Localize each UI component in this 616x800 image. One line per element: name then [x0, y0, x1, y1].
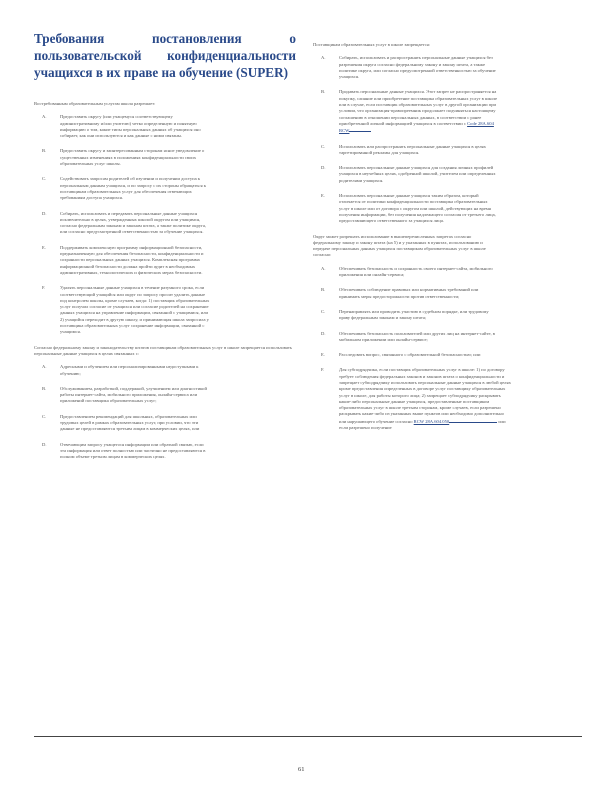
item-letter: F. [42, 285, 46, 291]
item-letter: B. [321, 287, 326, 293]
list-item [313, 55, 591, 80]
item-letter: D. [321, 165, 326, 171]
item-letter: A. [42, 364, 47, 370]
item-letter: D. [321, 330, 326, 336]
item-text: Отвечающим запросу учащегося информации или обратной связью, если эта информация или ответ полностью или частично не предоставляются в полном объеме третьим лицам в коммерческих целях. [60, 441, 206, 460]
right-lead-2: Округ может разрешать использование в вышеперечисленных запретах согласно федеральному закону и закону штата (на 5) и у указанных в пунктах, использованию и передаче персональных данных учащихся поставщикам образовательных услуг в школе согласно: [313, 233, 486, 258]
item-text: Предоставлением рекомендаций для школьных, образовательных или трудовых целей в рамках образовательных услуг, при условии, что эти данные не предоставляются третьим лицам в коммерческих целях, или [60, 413, 200, 432]
document-title [34, 30, 296, 81]
link-underline [349, 127, 371, 132]
item-tail: или если разрешено получение [339, 418, 506, 431]
page-number: 61 [298, 766, 305, 773]
item-letter: A. [42, 114, 47, 120]
left-lead: Востребованным образовательным услугам школа разрешает: [34, 101, 156, 106]
item-letter: B. [42, 385, 47, 391]
item-text: Обеспечивать соблюдение правовых или нормативных требований или принимать меры предосторожности против ответственности; [339, 287, 479, 299]
item-text: Использовать или распространять персональные данные учащихся в целях таргетированной рекламы для учащихся. [339, 143, 486, 155]
list-item [313, 309, 591, 322]
item-body: Для субподрядчика, если поставщик образовательных услуг в школе: 1) по договору требует соблюдения федеральных законов и законов штата о конфиденциальности и запрещает субподрядчику использовать персональные данные учащихся в любой целях кроме предоставления определенных в договоре услуг поставщику образовательных услуг в школе, для работы которого лица; 2) запрещает субподрядчику раскрывать какие-либо персональные данные учащихся, предоставленные поставщиком образовательных услуг в школе третьим сторонам, кроме случаев, если разрешено раскрывать какие-либо из указанных выше пунктов или необходимо дополнительно или нарушающего обучение согласно [339, 367, 511, 424]
list-item [34, 176, 302, 201]
item-text: Адресными и обучением или персонализированными недоступными к обучению; [60, 364, 199, 376]
list-item [34, 245, 302, 276]
list-item [313, 144, 591, 157]
rcw-link[interactable]: Code 28A.604 RCW [339, 120, 494, 134]
list-item [34, 148, 302, 167]
list-item [34, 364, 302, 377]
link-underline [449, 418, 497, 423]
item-text: Расследовать вопрос, связанного с образовательной безопасностью; или [339, 352, 481, 358]
list-item [313, 193, 591, 224]
list-item [34, 114, 302, 139]
list-item [313, 331, 591, 344]
item-body: Продавать персональные данные учащихся. Этот запрет не распространяется на покупку, слияние или приобретение поставщика образовательных услуг в школе или в случае, если поставщик образовательных услуг в другой организации при условии, что организация-правопреемник продолжает подчиняться настоящему соглашению в отношении персональных данных, в соответствии с ранее приобретенной личной информацией учащихся в соответствии с [339, 89, 498, 126]
item-letter: C. [321, 308, 326, 314]
item-letter: C. [42, 176, 47, 182]
item-text: Собирать, использовать и передавать персональные данные учащихся исключительно в целях, утвержденных школой округом или учащимся, согласно федеральным законам и законам штата, а также политике округа, или согласно предусмотренной ответственностью за обучение учащихся. [60, 210, 207, 235]
item-text [339, 89, 499, 134]
list-item [313, 266, 591, 279]
item-letter: C. [42, 413, 47, 419]
left-lead-2: Согласно федеральному закону и законодательству штатов поставщикам образовательных услуг в школе запрещается использовать персональные данные учащихся в целях связанных с: [34, 344, 292, 356]
item-text: Предоставить округу и заинтересованным сторонам ясное уведомление о существенных изменениях в положениях конфиденциальности своих образовательных услуг школы. [60, 148, 205, 167]
item-letter: E. [321, 193, 325, 199]
item-text: Удалять персональные данные учащихся в течение разумного срока, если соответствующий учащийся или округ по запросу просит удалить данные под контролем школы, кроме случаев, когда: 1) поставщик образовательных услуг получил согласие от учащихся или согласие родителей на сохранение данных учащихся на управление информации, связанной с учащимися, или 2) учащийся переходит в другую школу, и принимающая школа запросила у поставщика образовательных услуг сохранение информации, связанной с учащимся. [60, 285, 210, 335]
item-text: Использовать персональные данные учащихся таким образом, который отличается от политики конфиденциальности поставщика образовательных услуг в школе или от договора с округом или школой, действующих на время получения информации, без получения надлежащего согласия от третьего лица, предоставляющего ответственного за учащихся лица. [339, 193, 496, 224]
item-text: Предоставить округу (или учащемуся соответствующему административному и/или учителю) четко определенную и понятную информацию о том, какие типы персональных данных об учащихся оно собирает, как они используются и как данные с ними связаны. [60, 114, 201, 139]
item-letter: B. [321, 89, 326, 95]
list-item [313, 89, 591, 134]
right-column [313, 42, 591, 440]
list-item [313, 165, 591, 184]
list-item [34, 285, 302, 335]
list-item [34, 386, 302, 405]
right-lead: Поставщикам образовательных услуг в школе запрещается: [313, 42, 431, 47]
item-text: Обеспечивать безопасность и сохранность своего интернет-сайта, мобильного приложения или онлайн-сервиса; [339, 265, 493, 278]
item-text: Обслуживанием, разработкой, поддержкой, улучшением или диагностикой работы интернет-сайта, мобильного приложения, онлайн-сервиса или приложений поставщика образовательных услуг; [60, 385, 207, 404]
item-letter: A. [321, 55, 326, 61]
title-line: пользовательской конфиденциальности [34, 48, 296, 63]
item-text: Собирать, использовать и распространять персональные данные учащихся без разрешения округа согласно федеральному закону и закону штата, а также политике округа, или согласно предусмотренной ответственностью за обучение учащихся. [339, 55, 496, 80]
item-text: Поддерживать комплексную программу информационной безопасности, предназначенную для обеспечения безопасности, конфиденциальности и сохранности персональных данных учащихся. Комплексная программа информационной безопасности должна пройти аудит в необходимых административных, технологических и физических мерах безопасности. [60, 244, 204, 275]
item-letter: E. [42, 244, 46, 250]
item-letter: D. [42, 210, 47, 216]
list-item [34, 414, 302, 433]
item-text: Обеспечивать безопасность пользователей или других лиц на интернет-сайте, в мобильном приложении или онлайн-сервисе; [339, 330, 495, 342]
list-item [313, 352, 591, 358]
list-item [34, 211, 302, 236]
item-letter: D. [42, 441, 47, 447]
left-column [34, 101, 302, 469]
item-letter: E. [321, 352, 325, 358]
title-line: учащихся в их праве на обучение (SUPER) [34, 65, 288, 80]
title-line: Требования постановления о [34, 31, 296, 46]
item-text [339, 367, 511, 431]
item-letter: A. [321, 265, 326, 271]
item-letter: F. [321, 367, 325, 373]
list-item [313, 287, 591, 300]
item-text: Содействовать запросам родителей об изучении и получении доступа к персональным данным учащихся, и по запросу с их стороны обращаться к поставщикам образовательных услуг для обеспечения отвечающих требованиям доступа учащихся. [60, 176, 206, 201]
item-text: Использовать персональные данные учащихся для создания личных профилей учащихся в неучебных целях, одобренной школой, учителем или определенных родителями учащихся. [339, 165, 496, 183]
list-item [313, 367, 591, 431]
item-letter: C. [321, 143, 326, 149]
item-text: Перенаправлять или проводить участию в судебном порядке, или трудовому праву федеральным законам и закону штата; [339, 308, 489, 321]
list-item [34, 442, 302, 461]
rcw-link[interactable]: RCW 28A.604.050 [413, 418, 450, 424]
item-letter: B. [42, 148, 47, 154]
footer-divider [34, 736, 582, 737]
